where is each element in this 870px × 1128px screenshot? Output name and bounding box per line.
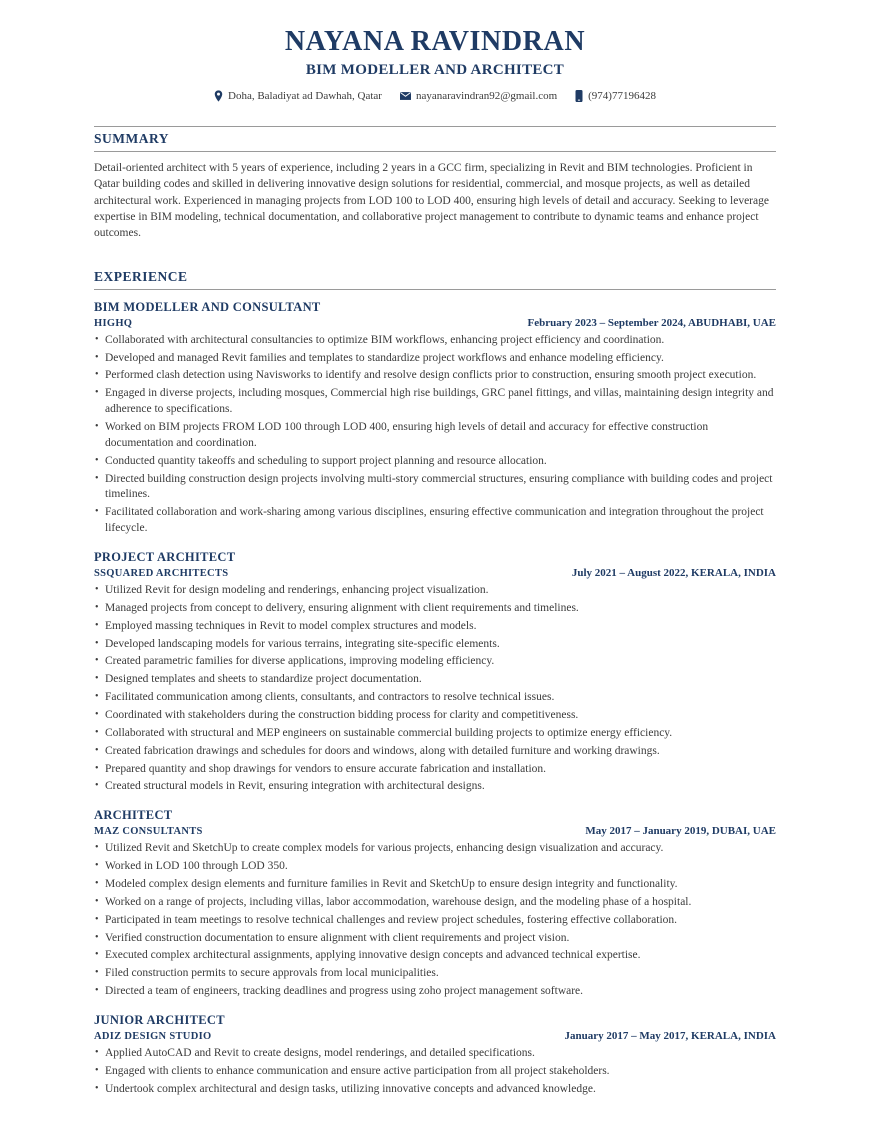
contact-location [214,90,382,102]
contact-email-text: nayanaravindran92@gmail.com [415,90,558,102]
summary-heading: SUMMARY [94,126,776,152]
bullet-item: • Facilitated collaboration and work-sharing among various disciplines, ensuring effective communication and integration throughout the project lifecycle. [94,505,776,537]
location-pin-icon [214,90,223,102]
job-dates: February 2023 – September 2024, ABUDHABI, UAE [527,316,776,329]
resume-header [94,26,776,102]
candidate-title: BIM MODELLER AND ARCHITECT [305,62,565,78]
bullet-item: • Coordinated with stakeholders during the construction bidding process for clarity and competitiveness. [94,708,776,724]
experience-heading: EXPERIENCE [94,266,776,290]
job-dates: May 2017 – January 2019, DUBAI, UAE [585,825,776,838]
email-envelope-icon [400,92,411,100]
bullet-item: • Worked on a range of projects, including villas, labor accommodation, warehouse design, and the modeling phase of a hospital. [94,895,776,911]
bullet-item: • Utilized Revit for design modeling and renderings, enhancing project visualization. [94,583,776,599]
contact-email [400,90,557,102]
bullet-item: • Verified construction documentation to ensure alignment with client requirements and project vision. [94,931,776,947]
job-company: HIGHQ [94,317,133,329]
summary-text: Detail-oriented architect with 5 years of experience, including 2 years in a GCC firm, specializing in Revit and BIM technologies. Proficient in Qatar building codes and skilled in delivering innovative design solutions for residential, commercial, and mosque projects, as well as detailed architectural work. Experienced in managing projects from LOD 100 to LOD 400, ensuring high levels of detail and accuracy. Seeking to leverage expertise in BIM modeling, technical documentation, and collaborative project management to contribute to dynamic teams and enhance project outcomes. [94,162,769,240]
bullet-item: • Undertook complex architectural and design tasks, utilizing innovative concepts and advanced knowledge. [94,1082,776,1098]
job-title: JUNIOR ARCHITECT [94,1013,225,1027]
bullet-item: • Developed and managed Revit families and templates to standardize project workflows and enhance modeling efficiency. [94,351,776,367]
job-company: ADIZ DESIGN STUDIO [94,1031,212,1042]
job-title: PROJECT ARCHITECT [94,549,236,564]
bullet-item: • Applied AutoCAD and Revit to create designs, model renderings, and detailed specifications. [94,1046,776,1062]
bullet-item: • Collaborated with structural and MEP engineers on sustainable commercial building projects to optimize energy efficiency. [94,726,776,742]
bullet-item: • Modeled complex design elements and furniture families in Revit and SketchUp to ensure design integrity and functionality. [94,877,776,893]
contact-row [94,90,776,102]
bullet-item: • Created parametric families for diverse applications, improving modeling efficiency. [94,654,776,670]
bullet-item: • Executed complex architectural assignments, applying innovative design concepts and advanced technical expertise. [94,948,776,964]
contact-phone-text: (974)77196428 [588,90,656,102]
bullet-item: • Created structural models in Revit, ensuring integration with architectural designs. [94,779,776,795]
bullet-item: • Worked in LOD 100 through LOD 350. [94,859,776,875]
job-title: ARCHITECT [94,808,173,823]
job-bullet-list [94,583,776,795]
bullet-item: • Created fabrication drawings and schedules for doors and windows, along with detailed furniture and working drawings. [94,744,776,760]
contact-location-text: Doha, Baladiyat ad Dawhah, Qatar [228,90,382,102]
bullet-item: • Utilized Revit and SketchUp to create complex models for various projects, enhancing design visualization and accuracy. [94,841,776,857]
job-meta [94,1030,776,1042]
job-entry-bim-modeller [94,300,776,537]
bullet-item: • Engaged with clients to enhance communication and ensure active participation from all project stakeholders. [94,1064,776,1080]
candidate-name: NAYANA RAVINDRAN [284,26,586,57]
job-meta [94,567,776,579]
bullet-item: • Designed templates and sheets to standardize project documentation. [94,672,776,688]
bullet-item: • Managed projects from concept to delivery, ensuring alignment with client requirements and timelines. [94,601,776,617]
phone-icon [575,90,583,102]
bullet-item: • Conducted quantity takeoffs and scheduling to support project planning and resource allocation. [94,454,776,470]
summary-section [94,126,776,242]
job-entry-junior-architect [94,1013,776,1098]
job-dates: July 2021 – August 2022, KERALA, INDIA [571,566,776,579]
bullet-item: • Prepared quantity and shop drawings for vendors to ensure accurate fabrication and installation. [94,762,776,778]
experience-section [94,266,776,1098]
bullet-item: • Developed landscaping models for various terrains, integrating site-specific elements. [94,637,776,653]
job-dates: January 2017 – May 2017, KERALA, INDIA [564,1030,776,1042]
job-entry-project-architect [94,550,776,795]
bullet-item: • Participated in team meetings to resolve technical challenges and review project schedules, fostering effective collaboration. [94,913,776,929]
bullet-item: • Directed a team of engineers, tracking deadlines and progress using zoho project management software. [94,984,776,1000]
job-company: SSQUARED ARCHITECTS [94,567,229,579]
bullet-item: • Filed construction permits to secure approvals from local municipalities. [94,966,776,982]
bullet-item: • Worked on BIM projects FROM LOD 100 through LOD 400, ensuring high levels of detail and accuracy for effective construction documentation and coordination. [94,420,776,452]
bullet-item: • Directed building construction design projects involving multi-story commercial structures, ensuring compliance with building codes and project timelines. [94,472,776,504]
bullet-item: • Engaged in diverse projects, including mosques, Commercial high rise buildings, GRC panel fittings, and villas, maintaining design integrity and adherence to specifications. [94,386,776,418]
job-company: MAZ CONSULTANTS [94,826,203,838]
job-entry-architect [94,808,776,1000]
bullet-item: • Facilitated communication among clients, consultants, and contractors to resolve technical issues. [94,690,776,706]
bullet-item: • Collaborated with architectural consultancies to optimize BIM workflows, enhancing project efficiency and coordination. [94,333,776,349]
job-meta [94,825,776,837]
bullet-item: • Performed clash detection using Navisworks to identify and resolve design conflicts prior to construction, ensuring smooth project execution. [94,368,776,384]
job-bullet-list [94,841,776,1000]
job-bullet-list [94,333,776,537]
contact-phone [575,90,656,102]
job-meta [94,317,776,329]
job-title: BIM MODELLER AND CONSULTANT [94,299,321,314]
bullet-item: • Employed massing techniques in Revit to model complex structures and models. [94,619,776,635]
job-bullet-list [94,1046,776,1098]
